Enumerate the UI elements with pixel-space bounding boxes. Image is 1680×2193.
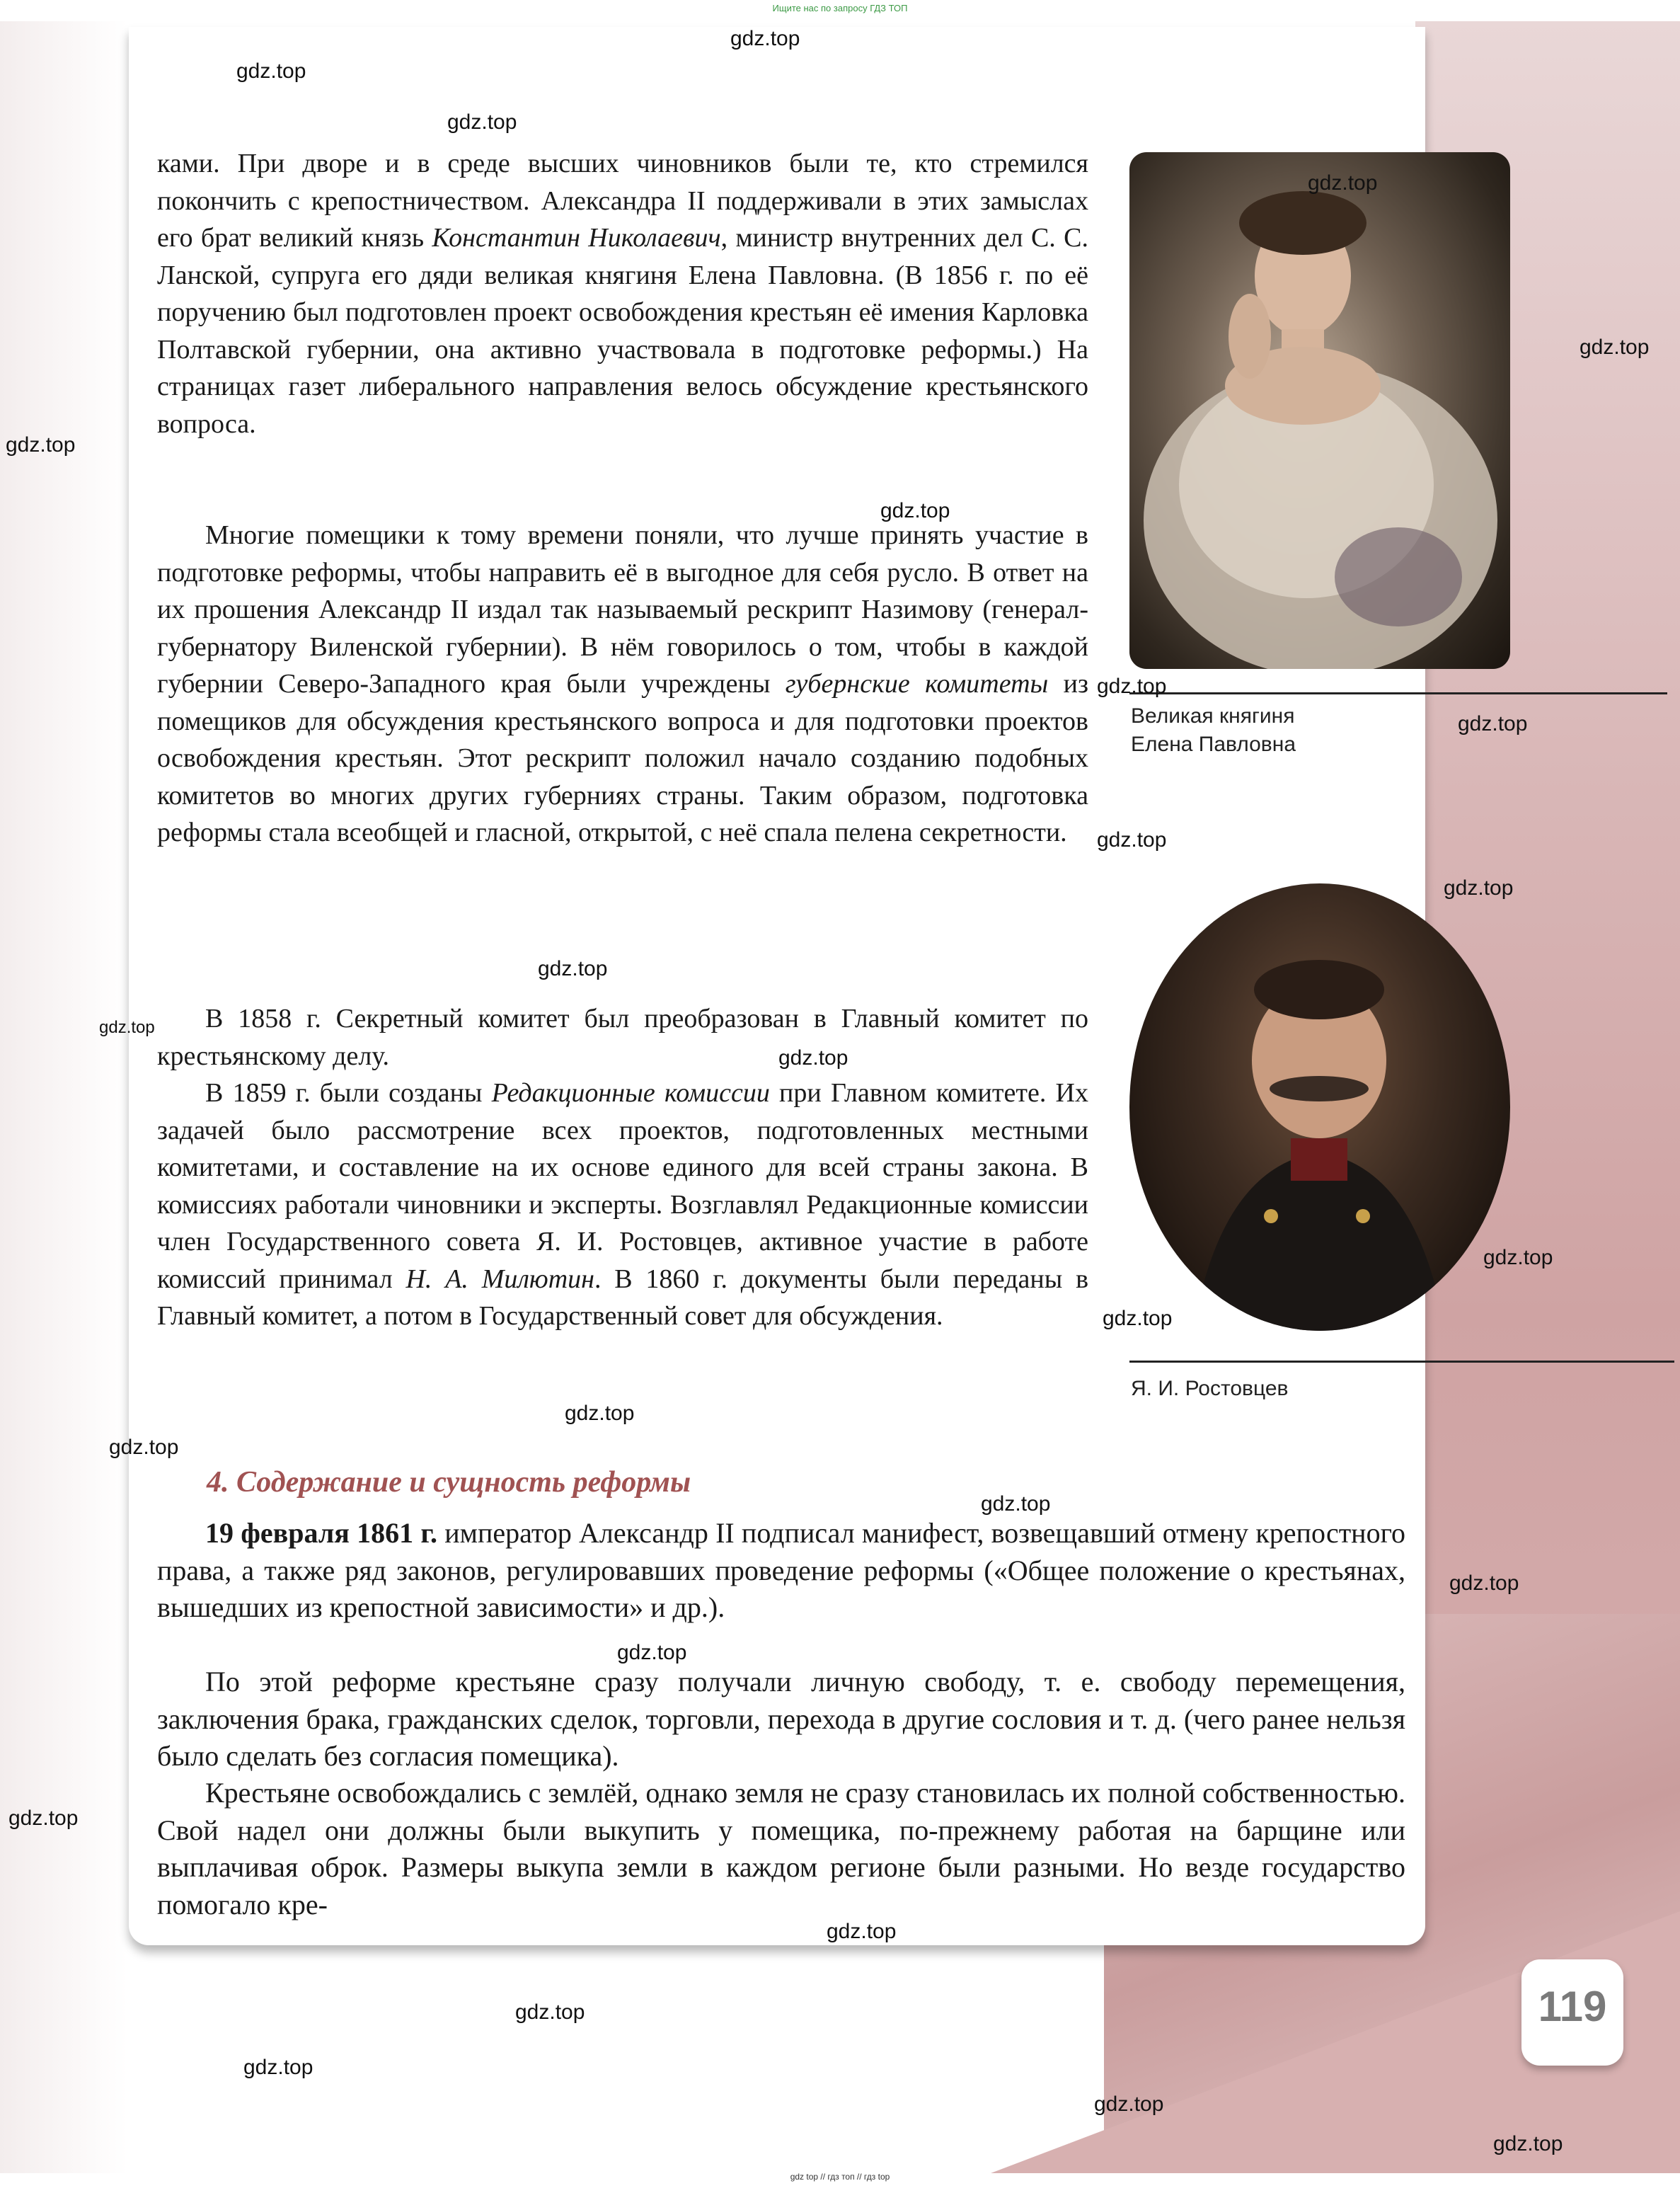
watermark: gdz.top bbox=[565, 1402, 635, 1425]
portrait-rostovtsev bbox=[1129, 883, 1510, 1331]
top-banner[interactable]: Ищите нас по запросу ГДЗ ТОП bbox=[772, 3, 908, 13]
left-page-edge bbox=[0, 21, 127, 2173]
watermark: gdz.top bbox=[447, 110, 517, 134]
watermark: gdz.top bbox=[617, 1641, 687, 1664]
caption-elena-pavlovna-line1: Великая княгиня bbox=[1131, 704, 1295, 728]
watermark: gdz.top bbox=[99, 1018, 155, 1037]
portrait-elena-pavlovna bbox=[1129, 152, 1510, 669]
watermark: gdz.top bbox=[6, 433, 76, 457]
watermark: gdz.top bbox=[827, 1920, 897, 1943]
term-redaktsionnye-komissii: Редакционные комиссии bbox=[491, 1078, 770, 1108]
watermark: gdz.top bbox=[1483, 1246, 1553, 1269]
watermark: gdz.top bbox=[1097, 828, 1167, 852]
paragraph-1: ками. При дворе и в среде высших чиновников были те, кто стремился покончить с крепостничеством. Александра II поддерживали в этих замыслах его брат великий князь Константин Николаевич, министр внутренних дел С. С. Ланской, супруга его дяди великая княгиня Елена Павловна. (В 1856 г. по её поручению был подготовлен проект освобождения крестьян её имения Карловка Полтавской губернии, она активно участвовала в подготовке реформы.) На страницах газет либерального направления велось обсуждение крестьянского вопроса. bbox=[157, 149, 1088, 439]
section-heading: 4. Содержание и сущность реформы bbox=[207, 1466, 691, 1499]
portrait-elena-pavlovna-drawing bbox=[1129, 152, 1510, 669]
watermark: gdz.top bbox=[1094, 2092, 1164, 2116]
paragraph-6: По этой реформе крестьяне сразу получали личную свободу, т. е. свободу перемещения, заключения брака, гражданских сделок, торговли, перехода в другие сословия и т. д. (чего ранее нельзя было сделать без согласия помещика). bbox=[157, 1666, 1405, 1772]
watermark: gdz.top bbox=[243, 2056, 313, 2079]
watermark: gdz.top bbox=[778, 1046, 848, 1070]
watermark: gdz.top bbox=[236, 59, 306, 83]
paragraph-4: В 1859 г. были созданы Редакционные комиссии при Главном комитете. Их задачей было рассмотрение всех проектов, подготовленных местными комитетами, и составление на их основе единого для всей страны закона. В комиссиях работали чиновники и эксперты. Возглавлял Редакционные комиссии член Государственного совета Я. И. Ростовцев, активное участие в работе комиссий принимал Н. А. Милютин. В 1860 г. документы были переданы в Главный комитет, а потом в Государственный совет для обсуждения. bbox=[157, 1078, 1089, 1331]
caption-rostovtsev: Я. И. Ростовцев bbox=[1131, 1377, 1289, 1400]
portrait-rostovtsev-drawing bbox=[1129, 883, 1510, 1331]
caption-elena-pavlovna-line2: Елена Павловна bbox=[1131, 733, 1296, 756]
watermark: gdz.top bbox=[880, 499, 950, 522]
caption-rule-2 bbox=[1129, 1361, 1674, 1363]
watermark: gdz.top bbox=[8, 1806, 79, 1830]
watermark: gdz.top bbox=[1444, 876, 1514, 900]
watermark: gdz.top bbox=[981, 1492, 1051, 1516]
paragraph-2: Многие помещики к тому времени поняли, что лучше принять участие в подготовке реформы, чтобы направить её в выгодное для себя русло. В ответ на их прошения Александр II издал так называемый рескрипт Назимову (генерал-губернатору Виленской губернии). В нём говорилось о том, чтобы в каждой губернии Северо-Западного края были учреждены губернские комитеты из помещиков для обсуждения крестьянского вопроса и для подготовки проектов освобождения крестьян. Этот рескрипт положил начало созданию подобных комитетов во многих других губерниях страны. Таким образом, подготовка реформы стала всеобщей и гласной, открытой, с неё спала пелена секретности. bbox=[157, 520, 1088, 847]
page-number: 119 bbox=[1538, 1983, 1607, 2030]
date-bold: 19 февраля 1861 г. bbox=[205, 1517, 438, 1549]
watermark: gdz.top bbox=[1097, 675, 1167, 698]
watermark: gdz.top bbox=[1449, 1571, 1519, 1595]
watermark: gdz.top bbox=[515, 2000, 585, 2024]
paragraph-7: Крестьяне освобождались с землёй, однако земля не сразу становилась их полной собственностью. Свой надел они должны были выкупить у помещика, по-прежнему работая на барщине или выплачивая оброк. Размеры выкупа земли в каждом регионе были разными. Но везде государство помогало кре- bbox=[157, 1777, 1405, 1920]
watermark: gdz.top bbox=[1580, 336, 1650, 359]
watermark: gdz.top bbox=[109, 1436, 179, 1459]
watermark: gdz.top bbox=[730, 27, 800, 50]
paragraph-3: В 1858 г. Секретный комитет был преобразован в Главный комитет по крестьянскому делу. bbox=[157, 1004, 1088, 1071]
name-konstantin: Константин Николаевич bbox=[432, 223, 721, 253]
bottom-banner[interactable]: gdz top // гдз топ // гдз top bbox=[790, 2172, 890, 2182]
term-gubernskie-komitety: губернские комитеты bbox=[785, 669, 1049, 699]
watermark: gdz.top bbox=[538, 957, 608, 980]
watermark: gdz.top bbox=[1493, 2132, 1563, 2155]
watermark: gdz.top bbox=[1103, 1307, 1173, 1330]
watermark: gdz.top bbox=[1458, 712, 1528, 735]
name-milyutin: Н. А. Милютин bbox=[405, 1264, 594, 1294]
watermark: gdz.top bbox=[1308, 171, 1378, 195]
caption-rule-1 bbox=[1129, 692, 1667, 694]
paragraph-5: 19 февраля 1861 г. император Александр II подписал манифест, возвещавший отмену крепостного права, а также ряд законов, регулировавших проведение реформы («Общее положение о крестьянах, вышедших из крепостной зависимости» и др.). bbox=[157, 1517, 1405, 1623]
